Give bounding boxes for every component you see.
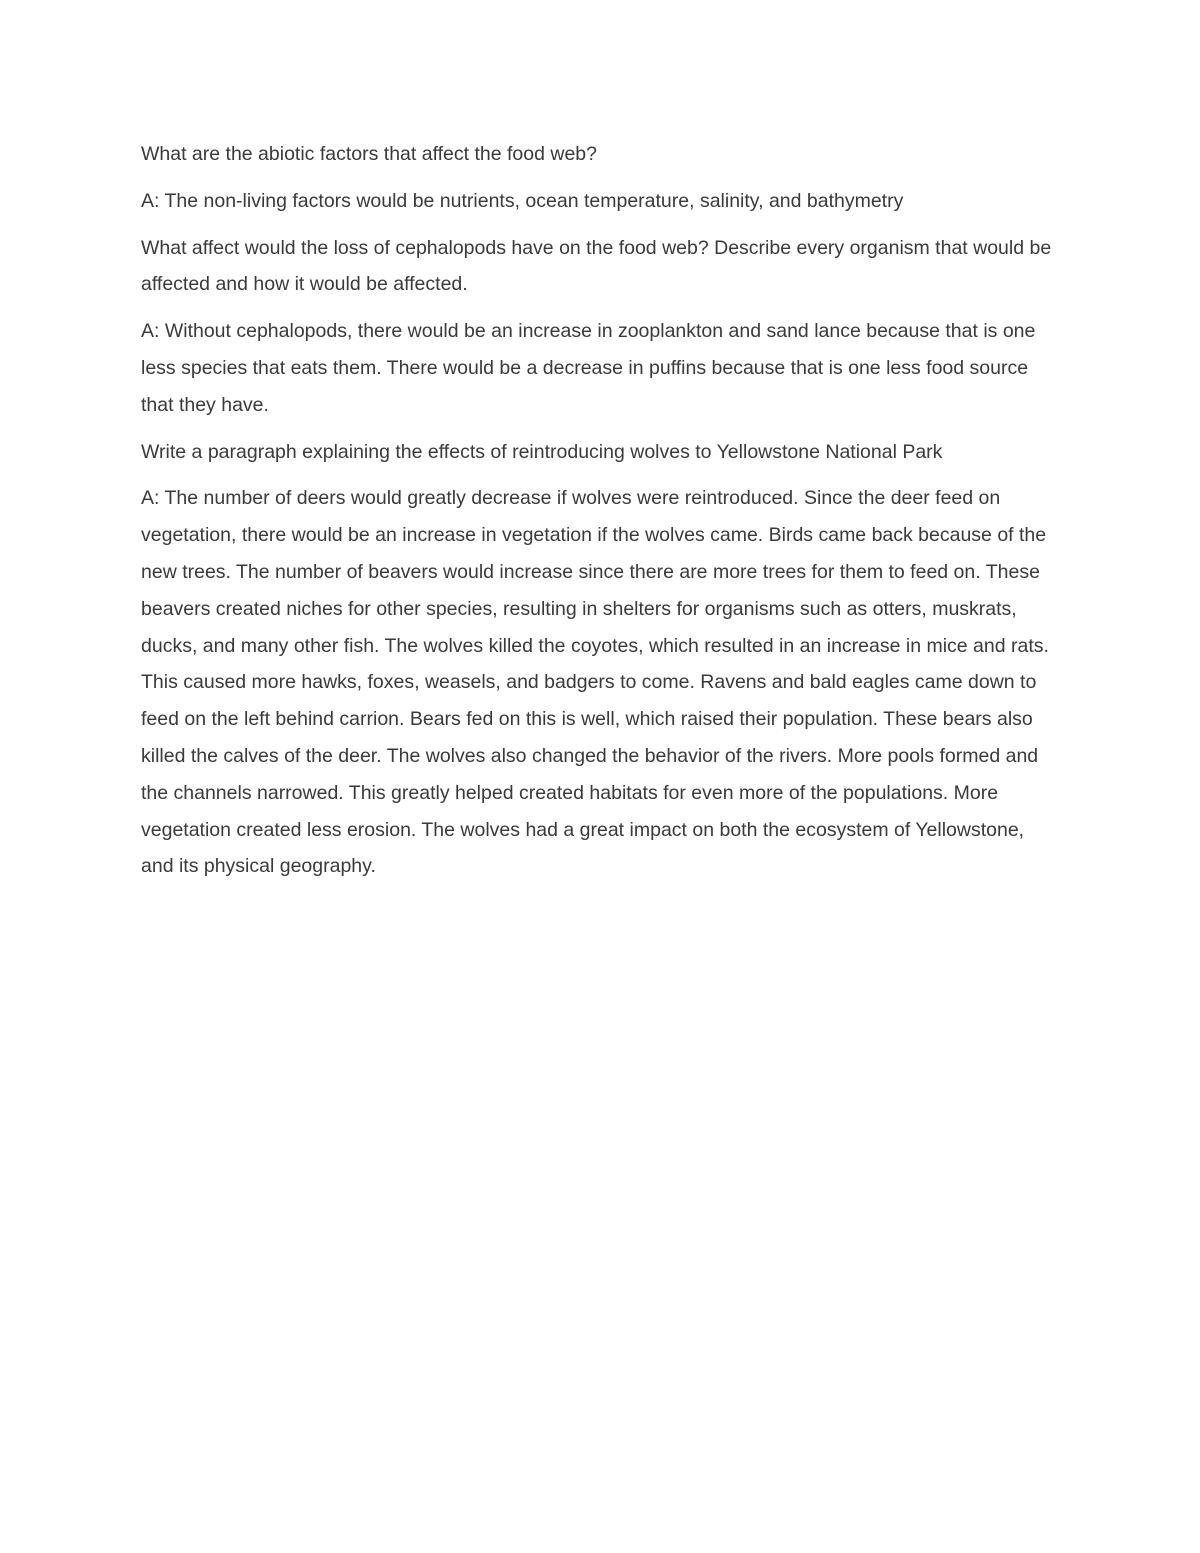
document-page: [141, 136, 1059, 895]
question-abiotic-factors: What are the abiotic factors that affect the food web?: [141, 143, 597, 165]
answer-wolves-yellowstone: A: The number of deers would greatly decrease if wolves were reintroduced. Since the deer feed on vegetation, there would be an increase in vegetation if the wolves came. Birds came back because of the new trees. The number of beavers would increase since there are more trees for them to feed on. These beavers created niches for other species, resulting in shelters for organisms such as otters, muskrats, ducks, and many other fish. The wolves killed the coyotes, which resulted in an increase in mice and rats. This caused more hawks, foxes, weasels, and badgers to come. Ravens and bald eagles came down to feed on the left behind carrion. Bears fed on this is well, which raised their population. These bears also killed the calves of the deer. The wolves also changed the behavior of the rivers. More pools formed and the channels narrowed. This greatly helped created habitats for even more of the populations. More vegetation created less erosion. The wolves had a great impact on both the ecosystem of Yellowstone, and its physical geography.: [141, 487, 1049, 878]
answer-abiotic-factors: A: The non-living factors would be nutrients, ocean temperature, salinity, and bathymetry: [141, 189, 904, 212]
question-wolves-yellowstone: Write a paragraph explaining the effects of reintroducing wolves to Yellowstone National Park: [141, 440, 943, 463]
question-cephalopods: What affect would the loss of cephalopods have on the food web? Describe every organism that would be affected and how it would be affected.: [141, 236, 1052, 296]
answer-cephalopods: A: Without cephalopods, there would be an increase in zooplankton and sand lance because that is one less species that eats them. There would be a decrease in puffins because that is one less food source that they have.: [141, 320, 1036, 416]
